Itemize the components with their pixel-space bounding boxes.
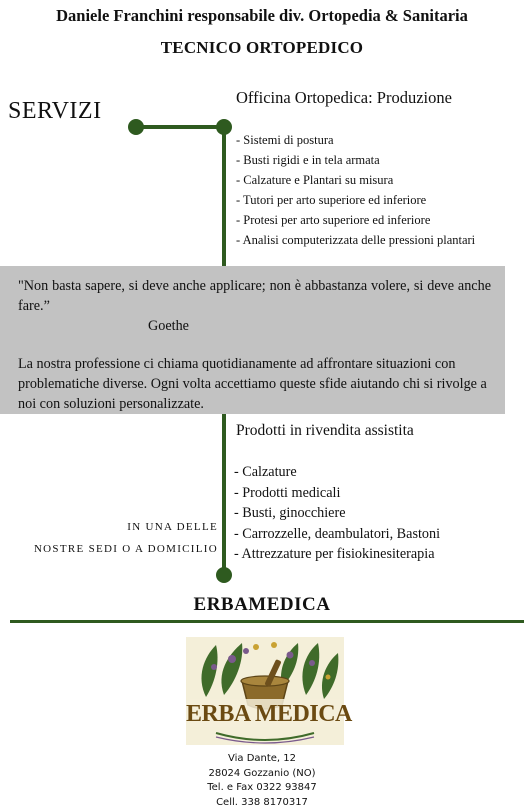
brand-title: ERBAMEDICA [0,594,524,616]
timeline-branch [136,125,222,129]
list-item: - Calzature [234,462,440,483]
list-item: - Attrezzature per fisiokinesiterapia [234,544,440,565]
timeline-dot-bottom [216,567,232,583]
list-item: - Tutori per arto superiore ed inferiore [236,190,475,210]
page-subtitle: TECNICO ORTOPEDICO [0,38,524,58]
prodotti-list [234,462,440,565]
profession-text: La nostra professione ci chiama quotidianamente ad affrontare situazioni con problematiche diverse. Ogni volta accettiamo queste sfide aiutando chi si rivolge a noi con soluzioni personalizzate. [18,354,491,414]
timeline-line-top [222,127,226,267]
sedi-line-2: NOSTRE SEDI O A DOMICILIO [0,538,218,560]
quote-text: "Non basta sapere, si deve anche applicare; non è abbastanza volere, si deve anche fare.” [18,276,491,316]
list-item: - Carrozzelle, deambulatori, Bastoni [234,524,440,545]
timeline-dot-right [216,119,232,135]
divider [10,620,524,623]
list-item: - Prodotti medicali [234,483,440,504]
address-line: Via Dante, 12 [0,752,524,767]
sedi-line-1: IN UNA DELLE [0,516,218,538]
list-item: - Analisi computerizzata delle pressioni plantari [236,230,475,250]
cell-line: Cell. 338 8170317 [0,796,524,810]
list-item: - Sistemi di postura [236,130,475,150]
quote-box [0,266,505,414]
contacts [0,752,524,810]
list-item: - Busti, ginocchiere [234,503,440,524]
timeline-line-bottom [222,414,226,574]
list-item: - Busti rigidi e in tela armata [236,150,475,170]
timeline-dot-left [128,119,144,135]
city-line: 28024 Gozzanio (NO) [0,767,524,782]
erbamedica-logo [186,637,344,745]
phone-line: Tel. e Fax 0322 93847 [0,781,524,796]
sedi-note [0,516,218,560]
list-item: - Calzature e Plantari su misura [236,170,475,190]
officina-title: Officina Ortopedica: Produzione [236,88,452,108]
quote-author: Goethe [148,316,491,336]
officina-list [236,130,475,250]
servizi-label: SERVIZI [8,98,102,125]
list-item: - Protesi per arto superiore ed inferiore [236,210,475,230]
logo-text: ERBA MEDICA [186,701,344,728]
prodotti-title: Prodotti in rivendita assistita [236,422,414,440]
header-title: Daniele Franchini responsabile div. Ortopedia & Sanitaria [0,6,524,26]
